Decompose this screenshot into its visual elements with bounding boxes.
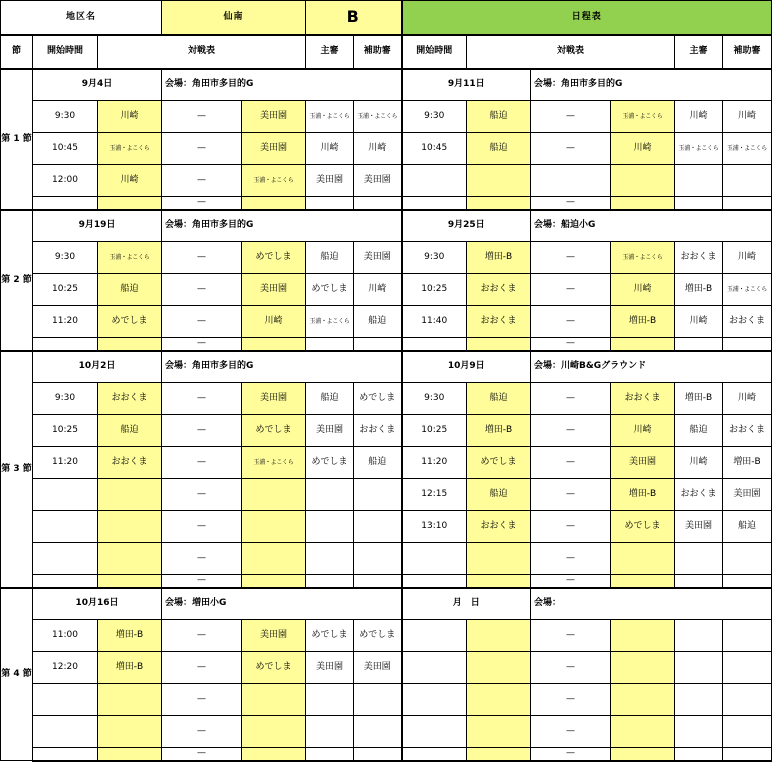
blank-cell — [611, 338, 675, 351]
team-a-cell — [467, 652, 531, 684]
team-a-cell — [467, 620, 531, 652]
vs-cell: — — [162, 543, 242, 575]
start-time-cell: 9:30 — [402, 383, 467, 415]
referee-cell: 美田園 — [306, 165, 354, 197]
team-b-cell — [611, 652, 675, 684]
assistant-cell: 船迫 — [723, 511, 772, 543]
date-venue-row — [1, 351, 772, 383]
team-a-cell: おおくま — [467, 274, 531, 306]
start-time-cell: 10:25 — [33, 415, 98, 447]
team-b-cell: 玉浦・よこくら — [242, 447, 306, 479]
start-time-cell: 12:20 — [33, 652, 98, 684]
assistant-cell — [354, 684, 402, 716]
referee-cell: 船迫 — [306, 383, 354, 415]
blank-cell — [611, 575, 675, 588]
date-venue-row — [1, 210, 772, 242]
blank-cell — [402, 338, 467, 351]
team-b-cell: 玉浦・よこくら — [611, 242, 675, 274]
team-b-cell — [611, 165, 675, 197]
vs-cell: — — [162, 447, 242, 479]
assistant-cell — [723, 716, 772, 748]
vs-cell: — — [531, 306, 611, 338]
referee-cell: 増田-B — [675, 383, 723, 415]
blank-cell — [242, 338, 306, 351]
match-row — [1, 543, 772, 575]
start-time-cell: 9:30 — [33, 242, 98, 274]
referee-cell — [306, 543, 354, 575]
col-start-time: 開始時間 — [402, 35, 467, 69]
team-a-cell: 船迫 — [98, 274, 162, 306]
blank-cell — [467, 197, 531, 210]
vs-cell: — — [162, 748, 242, 761]
team-b-cell — [242, 543, 306, 575]
assistant-cell: 玉浦・よこくら — [723, 274, 772, 306]
referee-cell — [675, 543, 723, 575]
referee-cell: おおくま — [675, 479, 723, 511]
blank-cell — [675, 338, 723, 351]
team-a-cell — [467, 684, 531, 716]
team-a-cell: おおくま — [98, 383, 162, 415]
blank-cell — [723, 575, 772, 588]
match-date: 9月25日 — [402, 210, 531, 242]
start-time-cell: 11:00 — [33, 620, 98, 652]
assistant-cell — [354, 543, 402, 575]
start-time-cell: 10:45 — [33, 133, 98, 165]
start-time-cell: 12:15 — [402, 479, 467, 511]
section-label: 第 3 節 — [1, 351, 33, 588]
match-venue: 会場：角田市多目的G — [162, 210, 402, 242]
team-b-cell: めでしま — [242, 242, 306, 274]
team-a-cell: 増田-B — [467, 415, 531, 447]
district-label: 地区名 — [1, 1, 162, 35]
vs-cell: — — [531, 415, 611, 447]
blank-cell — [402, 197, 467, 210]
referee-cell: 玉浦・よこくら — [675, 133, 723, 165]
referee-cell: 玉浦・よこくら — [306, 306, 354, 338]
col-start-time: 開始時間 — [33, 35, 98, 69]
team-a-cell — [98, 543, 162, 575]
start-time-cell — [33, 716, 98, 748]
assistant-cell: めでしま — [354, 383, 402, 415]
match-row — [1, 716, 772, 748]
vs-cell: — — [162, 684, 242, 716]
col-referee: 主審 — [675, 35, 723, 69]
referee-cell: めでしま — [306, 447, 354, 479]
blank-cell — [354, 338, 402, 351]
vs-cell: — — [531, 383, 611, 415]
team-b-cell — [611, 543, 675, 575]
assistant-cell: 船迫 — [354, 447, 402, 479]
match-row — [1, 306, 772, 338]
match-row — [1, 242, 772, 274]
assistant-cell: 川崎 — [354, 133, 402, 165]
blank-cell — [611, 197, 675, 210]
vs-cell: — — [162, 716, 242, 748]
referee-cell: 美田園 — [306, 415, 354, 447]
team-a-cell — [98, 511, 162, 543]
col-referee: 主審 — [306, 35, 354, 69]
team-a-cell: 川崎 — [98, 101, 162, 133]
vs-cell: — — [162, 415, 242, 447]
match-row — [1, 133, 772, 165]
team-b-cell — [611, 684, 675, 716]
assistant-cell: おおくま — [354, 415, 402, 447]
team-b-cell — [611, 620, 675, 652]
blank-cell — [402, 575, 467, 588]
assistant-cell: 増田-B — [723, 447, 772, 479]
blank-cell — [402, 748, 467, 761]
vs-cell: — — [162, 197, 242, 210]
start-time-cell: 13:10 — [402, 511, 467, 543]
referee-cell — [306, 479, 354, 511]
match-venue: 会場：川崎B&Gグラウンド — [531, 351, 772, 383]
blank-cell — [675, 575, 723, 588]
team-a-cell — [467, 165, 531, 197]
team-a-cell: 船迫 — [467, 383, 531, 415]
referee-cell: 増田-B — [675, 274, 723, 306]
blank-cell — [33, 197, 98, 210]
team-a-cell: おおくま — [467, 306, 531, 338]
start-time-cell — [402, 165, 467, 197]
referee-cell: めでしま — [306, 274, 354, 306]
blank-cell — [354, 197, 402, 210]
start-time-cell: 9:30 — [402, 242, 467, 274]
referee-cell — [675, 716, 723, 748]
match-row — [1, 383, 772, 415]
team-b-cell — [242, 511, 306, 543]
blank-cell — [306, 338, 354, 351]
match-venue: 会場：角田市多目的G — [162, 351, 402, 383]
vs-cell: — — [531, 101, 611, 133]
start-time-cell: 9:30 — [402, 101, 467, 133]
blank-cell — [33, 338, 98, 351]
referee-cell: めでしま — [306, 620, 354, 652]
match-row — [1, 447, 772, 479]
team-a-cell: 船迫 — [467, 479, 531, 511]
vs-cell: — — [531, 133, 611, 165]
assistant-cell: 川崎 — [723, 383, 772, 415]
date-venue-row — [1, 69, 772, 101]
section-label: 第 2 節 — [1, 210, 33, 351]
column-header-row — [1, 35, 772, 69]
start-time-cell — [402, 684, 467, 716]
referee-cell — [675, 652, 723, 684]
team-b-cell: 増田-B — [611, 479, 675, 511]
vs-cell: — — [531, 479, 611, 511]
referee-cell: おおくま — [675, 242, 723, 274]
start-time-cell: 11:20 — [402, 447, 467, 479]
match-date: 9月11日 — [402, 69, 531, 101]
assistant-cell: 玉浦・よこくら — [354, 101, 402, 133]
team-b-cell: 川崎 — [611, 133, 675, 165]
vs-cell: — — [531, 338, 611, 351]
blank-cell — [611, 748, 675, 761]
vs-cell: — — [531, 684, 611, 716]
assistant-cell: 玉浦・よこくら — [723, 133, 772, 165]
start-time-cell — [402, 716, 467, 748]
match-venue: 会場：船迫小G — [531, 210, 772, 242]
start-time-cell: 10:25 — [402, 274, 467, 306]
referee-cell: 玉浦・よこくら — [306, 101, 354, 133]
blank-cell — [723, 748, 772, 761]
assistant-cell — [354, 716, 402, 748]
team-b-cell: おおくま — [611, 383, 675, 415]
assistant-cell: 美田園 — [354, 652, 402, 684]
referee-cell: 川崎 — [675, 101, 723, 133]
assistant-cell: 美田園 — [354, 165, 402, 197]
vs-cell: — — [531, 242, 611, 274]
blank-cell — [33, 575, 98, 588]
assistant-cell — [723, 652, 772, 684]
start-time-cell — [402, 620, 467, 652]
match-row — [1, 684, 772, 716]
assistant-cell: 美田園 — [354, 242, 402, 274]
team-a-cell: 増田-B — [98, 652, 162, 684]
vs-cell: — — [531, 748, 611, 761]
team-b-cell: 玉浦・よこくら — [242, 165, 306, 197]
team-b-cell — [242, 479, 306, 511]
start-time-cell — [33, 511, 98, 543]
assistant-cell: 船迫 — [354, 306, 402, 338]
start-time-cell: 9:30 — [33, 101, 98, 133]
vs-cell: — — [162, 165, 242, 197]
start-time-cell: 10:25 — [33, 274, 98, 306]
referee-cell: 川崎 — [675, 447, 723, 479]
start-time-cell: 12:00 — [33, 165, 98, 197]
title-row — [1, 1, 772, 35]
blank-cell — [242, 748, 306, 761]
match-date: 10月2日 — [33, 351, 162, 383]
team-a-cell — [467, 543, 531, 575]
team-b-cell: 美田園 — [242, 274, 306, 306]
assistant-cell: 美田園 — [723, 479, 772, 511]
team-b-cell: 美田園 — [242, 101, 306, 133]
vs-cell: — — [162, 133, 242, 165]
vs-cell: — — [162, 575, 242, 588]
assistant-cell — [354, 479, 402, 511]
vs-cell: — — [531, 511, 611, 543]
col-matchup: 対戦表 — [467, 35, 675, 69]
blank-cell — [467, 338, 531, 351]
block-name: B — [306, 1, 402, 35]
spacer-row — [1, 338, 772, 351]
team-a-cell — [467, 716, 531, 748]
referee-cell: 船迫 — [675, 415, 723, 447]
assistant-cell: 川崎 — [723, 101, 772, 133]
match-date: 9月4日 — [33, 69, 162, 101]
col-assistant: 補助審 — [723, 35, 772, 69]
start-time-cell: 11:20 — [33, 447, 98, 479]
blank-cell — [242, 575, 306, 588]
team-a-cell — [98, 479, 162, 511]
team-b-cell — [242, 716, 306, 748]
vs-cell: — — [531, 620, 611, 652]
team-b-cell: 美田園 — [242, 133, 306, 165]
start-time-cell: 11:40 — [402, 306, 467, 338]
referee-cell — [675, 165, 723, 197]
assistant-cell — [723, 620, 772, 652]
team-b-cell: 増田-B — [611, 306, 675, 338]
blank-cell — [33, 748, 98, 761]
match-date: 9月19日 — [33, 210, 162, 242]
blank-cell — [306, 748, 354, 761]
match-row — [1, 652, 772, 684]
start-time-cell: 11:20 — [33, 306, 98, 338]
match-row — [1, 274, 772, 306]
team-b-cell: 川崎 — [611, 415, 675, 447]
blank-cell — [306, 575, 354, 588]
start-time-cell — [33, 684, 98, 716]
team-a-cell: めでしま — [98, 306, 162, 338]
team-b-cell: 川崎 — [611, 274, 675, 306]
team-b-cell — [242, 684, 306, 716]
vs-cell: — — [531, 447, 611, 479]
blank-cell — [354, 575, 402, 588]
match-date: 10月9日 — [402, 351, 531, 383]
team-a-cell: 船迫 — [98, 415, 162, 447]
vs-cell: — — [531, 575, 611, 588]
blank-cell — [723, 197, 772, 210]
match-venue: 会場： — [531, 588, 772, 620]
assistant-cell: おおくま — [723, 415, 772, 447]
team-b-cell: 美田園 — [242, 620, 306, 652]
referee-cell: 美田園 — [306, 652, 354, 684]
team-b-cell: 美田園 — [242, 383, 306, 415]
vs-cell: — — [162, 479, 242, 511]
match-venue: 会場：角田市多目的G — [531, 69, 772, 101]
team-b-cell: めでしま — [611, 511, 675, 543]
team-a-cell: おおくま — [467, 511, 531, 543]
referee-cell — [675, 620, 723, 652]
vs-cell: — — [531, 274, 611, 306]
team-a-cell: 増田-B — [467, 242, 531, 274]
match-row — [1, 165, 772, 197]
vs-cell: — — [531, 716, 611, 748]
assistant-cell — [723, 165, 772, 197]
match-row — [1, 620, 772, 652]
assistant-cell — [354, 511, 402, 543]
team-b-cell: 川崎 — [242, 306, 306, 338]
assistant-cell: めでしま — [354, 620, 402, 652]
district-name: 仙南 — [162, 1, 306, 35]
vs-cell: — — [531, 197, 611, 210]
vs-cell: — — [162, 338, 242, 351]
date-venue-row — [1, 588, 772, 620]
section-label: 第 4 節 — [1, 588, 33, 761]
referee-cell: 川崎 — [675, 306, 723, 338]
blank-cell — [675, 197, 723, 210]
referee-cell — [306, 511, 354, 543]
team-b-cell — [611, 716, 675, 748]
assistant-cell — [723, 543, 772, 575]
spacer-row — [1, 575, 772, 588]
blank-cell — [467, 575, 531, 588]
vs-cell: — — [162, 274, 242, 306]
match-date: 月 日 — [402, 588, 531, 620]
blank-cell — [723, 338, 772, 351]
spacer-row — [1, 748, 772, 761]
team-b-cell: めでしま — [242, 415, 306, 447]
start-time-cell: 9:30 — [33, 383, 98, 415]
section-label: 第 1 節 — [1, 69, 33, 210]
blank-cell — [242, 197, 306, 210]
col-section: 節 — [1, 35, 33, 69]
referee-cell: 川崎 — [306, 133, 354, 165]
assistant-cell: 川崎 — [354, 274, 402, 306]
blank-cell — [98, 197, 162, 210]
vs-cell: — — [531, 652, 611, 684]
vs-cell: — — [162, 306, 242, 338]
blank-cell — [467, 748, 531, 761]
assistant-cell — [723, 684, 772, 716]
assistant-cell: おおくま — [723, 306, 772, 338]
blank-cell — [306, 197, 354, 210]
team-b-cell: めでしま — [242, 652, 306, 684]
blank-cell — [675, 748, 723, 761]
team-b-cell: 玉浦・よこくら — [611, 101, 675, 133]
blank-cell — [98, 575, 162, 588]
start-time-cell — [402, 543, 467, 575]
blank-cell — [98, 338, 162, 351]
team-a-cell: 増田-B — [98, 620, 162, 652]
team-a-cell: 船迫 — [467, 101, 531, 133]
start-time-cell: 10:25 — [402, 415, 467, 447]
start-time-cell — [33, 543, 98, 575]
match-venue: 会場：増田小G — [162, 588, 402, 620]
spacer-row — [1, 197, 772, 210]
vs-cell: — — [531, 543, 611, 575]
vs-cell — [531, 165, 611, 197]
team-a-cell: 川崎 — [98, 165, 162, 197]
vs-cell: — — [162, 242, 242, 274]
match-date: 10月16日 — [33, 588, 162, 620]
blank-cell — [354, 748, 402, 761]
team-a-cell: めでしま — [467, 447, 531, 479]
match-row — [1, 479, 772, 511]
vs-cell: — — [162, 652, 242, 684]
team-a-cell: 玉浦・よこくら — [98, 242, 162, 274]
referee-cell: 船迫 — [306, 242, 354, 274]
match-row — [1, 101, 772, 133]
team-a-cell: 船迫 — [467, 133, 531, 165]
team-b-cell: 美田園 — [611, 447, 675, 479]
team-a-cell — [98, 684, 162, 716]
vs-cell: — — [162, 383, 242, 415]
vs-cell: — — [162, 511, 242, 543]
referee-cell: 美田園 — [675, 511, 723, 543]
schedule-title: 日程表 — [402, 1, 772, 35]
col-assistant: 補助審 — [354, 35, 402, 69]
assistant-cell: 川崎 — [723, 242, 772, 274]
referee-cell — [306, 716, 354, 748]
referee-cell — [675, 684, 723, 716]
match-row — [1, 511, 772, 543]
col-matchup: 対戦表 — [98, 35, 306, 69]
team-a-cell: おおくま — [98, 447, 162, 479]
start-time-cell — [33, 479, 98, 511]
match-row — [1, 415, 772, 447]
match-venue: 会場：角田市多目的G — [162, 69, 402, 101]
blank-cell — [98, 748, 162, 761]
team-a-cell — [98, 716, 162, 748]
start-time-cell — [402, 652, 467, 684]
start-time-cell: 10:45 — [402, 133, 467, 165]
referee-cell — [306, 684, 354, 716]
vs-cell: — — [162, 101, 242, 133]
team-a-cell: 玉浦・よこくら — [98, 133, 162, 165]
vs-cell: — — [162, 620, 242, 652]
